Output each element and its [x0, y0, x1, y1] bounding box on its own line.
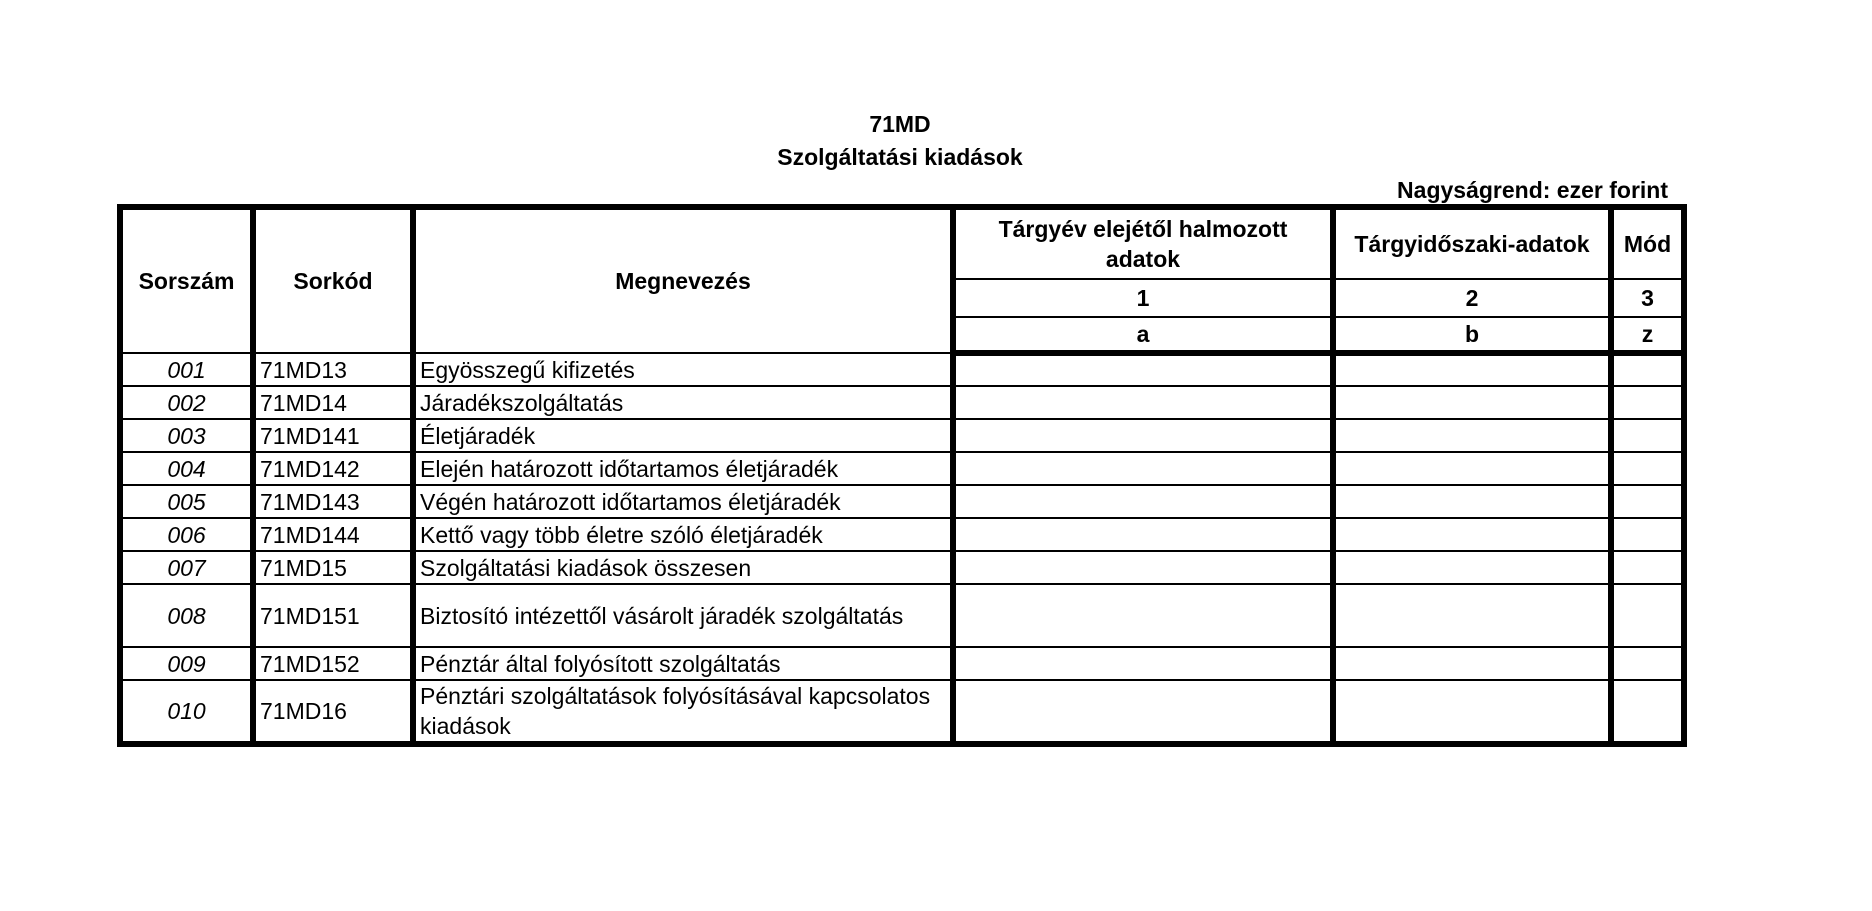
- header-col2-number: 2: [1333, 279, 1611, 317]
- table-row: [120, 647, 1684, 680]
- row-name: Járadékszolgáltatás: [413, 386, 953, 419]
- row-code: 71MD144: [253, 518, 413, 551]
- row-code: 71MD16: [253, 680, 413, 744]
- header-col1-number: 1: [953, 279, 1333, 317]
- cell-z[interactable]: [1611, 419, 1684, 452]
- row-name: Végén határozott időtartamos életjáradék: [413, 485, 953, 518]
- row-number: 005: [120, 485, 253, 518]
- cell-a[interactable]: [953, 452, 1333, 485]
- row-number: 009: [120, 647, 253, 680]
- row-code: 71MD14: [253, 386, 413, 419]
- cell-a[interactable]: [953, 680, 1333, 744]
- header-col2-letter: b: [1333, 317, 1611, 353]
- row-number: 008: [120, 584, 253, 647]
- row-number: 001: [120, 353, 253, 386]
- cell-z[interactable]: [1611, 584, 1684, 647]
- cell-a[interactable]: [953, 647, 1333, 680]
- report-title: Szolgáltatási kiadások: [777, 144, 1023, 170]
- cell-z[interactable]: [1611, 353, 1684, 386]
- table-row: [120, 584, 1684, 647]
- cell-a[interactable]: [953, 353, 1333, 386]
- row-name: Egyösszegű kifizetés: [413, 353, 953, 386]
- header-col3-number: 3: [1611, 279, 1684, 317]
- cell-z[interactable]: [1611, 680, 1684, 744]
- unit-label: Nagyságrend: ezer forint: [1397, 177, 1668, 203]
- cell-z[interactable]: [1611, 518, 1684, 551]
- header-col3-letter: z: [1611, 317, 1684, 353]
- cell-b[interactable]: [1333, 353, 1611, 386]
- cell-b[interactable]: [1333, 551, 1611, 584]
- header-col2-title: Tárgyidőszaki-adatok: [1333, 207, 1611, 279]
- table-row: [120, 485, 1684, 518]
- cell-b[interactable]: [1333, 452, 1611, 485]
- table-row: [120, 386, 1684, 419]
- row-number: 007: [120, 551, 253, 584]
- row-number: 004: [120, 452, 253, 485]
- cell-z[interactable]: [1611, 647, 1684, 680]
- table-row: [120, 419, 1684, 452]
- cell-b[interactable]: [1333, 584, 1611, 647]
- row-code: 71MD151: [253, 584, 413, 647]
- table-row: [120, 518, 1684, 551]
- cell-b[interactable]: [1333, 680, 1611, 744]
- header-col1-title: Tárgyév elejétől halmozott adatok: [953, 207, 1333, 279]
- row-name: Szolgáltatási kiadások összesen: [413, 551, 953, 584]
- cell-a[interactable]: [953, 551, 1333, 584]
- cell-z[interactable]: [1611, 386, 1684, 419]
- cell-a[interactable]: [953, 518, 1333, 551]
- row-name: Biztosító intézettől vásárolt járadék szolgáltatás: [413, 584, 953, 647]
- row-code: 71MD13: [253, 353, 413, 386]
- row-number: 003: [120, 419, 253, 452]
- header-col3-title: Mód: [1611, 207, 1684, 279]
- row-code: 71MD143: [253, 485, 413, 518]
- report-code: 71MD: [869, 111, 931, 137]
- row-name: Kettő vagy több életre szóló életjáradék: [413, 518, 953, 551]
- report-table: [117, 204, 1687, 747]
- cell-a[interactable]: [953, 386, 1333, 419]
- row-number: 010: [120, 680, 253, 744]
- header-sorszam: Sorszám: [120, 207, 253, 353]
- row-code: 71MD152: [253, 647, 413, 680]
- row-code: 71MD142: [253, 452, 413, 485]
- cell-z[interactable]: [1611, 485, 1684, 518]
- cell-z[interactable]: [1611, 452, 1684, 485]
- table-row: [120, 680, 1684, 744]
- header-col1-letter: a: [953, 317, 1333, 353]
- cell-z[interactable]: [1611, 551, 1684, 584]
- cell-b[interactable]: [1333, 647, 1611, 680]
- row-name: Pénztári szolgáltatások folyósításával kapcsolatos kiadások: [413, 680, 953, 744]
- table-row: [120, 353, 1684, 386]
- cell-b[interactable]: [1333, 518, 1611, 551]
- header-megnevezes: Megnevezés: [413, 207, 953, 353]
- cell-a[interactable]: [953, 485, 1333, 518]
- row-code: 71MD141: [253, 419, 413, 452]
- cell-a[interactable]: [953, 419, 1333, 452]
- table-row: [120, 551, 1684, 584]
- cell-b[interactable]: [1333, 485, 1611, 518]
- cell-b[interactable]: [1333, 419, 1611, 452]
- table-row: [120, 452, 1684, 485]
- row-code: 71MD15: [253, 551, 413, 584]
- row-number: 006: [120, 518, 253, 551]
- row-name: Elején határozott időtartamos életjáradék: [413, 452, 953, 485]
- row-number: 002: [120, 386, 253, 419]
- header-sorkod: Sorkód: [253, 207, 413, 353]
- cell-a[interactable]: [953, 584, 1333, 647]
- row-name: Pénztár által folyósított szolgáltatás: [413, 647, 953, 680]
- cell-b[interactable]: [1333, 386, 1611, 419]
- row-name: Életjáradék: [413, 419, 953, 452]
